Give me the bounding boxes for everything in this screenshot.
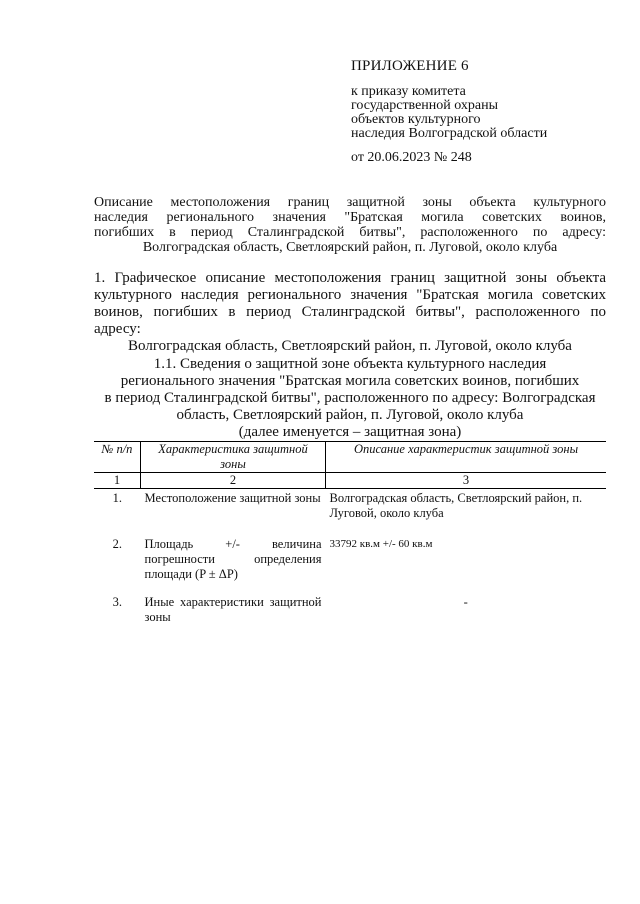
- heading-line: наследия регионального значения "Братская могила советских воинов,: [94, 210, 606, 225]
- row-description: -: [463, 595, 468, 609]
- table-row: [94, 535, 606, 593]
- approval-line: объектов культурного: [351, 112, 481, 127]
- approval-line: наследия Волгоградской области: [351, 126, 548, 141]
- subsection-line: (далее именуется – защитная зона): [238, 424, 462, 440]
- order-date: от 20.06.2023 № 248: [351, 150, 472, 165]
- document-heading: [94, 195, 606, 255]
- subsection-line: 1.1. Сведения о защитной зоне объекта культурного наследия: [153, 356, 547, 372]
- approval-block: [351, 85, 547, 141]
- heading-line: погибших в период Сталинградской битвы", расположенного по адресу:: [94, 225, 606, 240]
- section-line: воинов, погибших в период Сталинградской битвы", расположенного по адресу:: [94, 304, 606, 337]
- subsection-line: область, Светлоярский район, п. Луговой, около клуба: [176, 407, 524, 423]
- subsection-1-1: [94, 356, 606, 441]
- subsection-line: регионального значения "Братская могила советских воинов, погибших: [120, 373, 580, 389]
- section-line: 1. Графическое описание местоположения границ защитной зоны объекта: [94, 270, 606, 286]
- row-description: 33792 кв.м +/- 60 кв.м: [329, 538, 433, 550]
- header-num: № п/п: [94, 442, 141, 473]
- appendix-title: ПРИЛОЖЕНИЕ 6: [351, 58, 469, 74]
- heading-line: Волгоградская область, Светлоярский район, п. Луговой, около клуба: [142, 240, 558, 255]
- row-characteristic: Площадь +/- величина погрешности определения площади (P ± ΔP): [144, 537, 322, 581]
- approval-line: к приказу комитета: [351, 84, 466, 99]
- row-characteristic: Иные характеристики защитной зоны: [144, 595, 322, 624]
- section-line: культурного наследия регионального значения "Братская могила советских: [94, 287, 606, 303]
- header-description: Описание характеристик защитной зоны: [326, 442, 607, 473]
- section-line: Волгоградская область, Светлоярский район, п. Луговой, около клуба: [128, 338, 572, 354]
- protective-zone-table: [94, 441, 606, 635]
- header-characteristic: Характеристика защитной зоны: [141, 442, 326, 473]
- section-1: [94, 270, 606, 355]
- table-row: [94, 489, 606, 536]
- col-number: 3: [326, 473, 607, 489]
- table-row: [94, 593, 606, 635]
- approval-line: государственной охраны: [351, 98, 499, 113]
- row-characteristic: Местоположение защитной зоны: [144, 491, 321, 505]
- heading-line: Описание местоположения границ защитной зоны объекта культурного: [94, 195, 606, 210]
- col-number: 2: [141, 473, 326, 489]
- row-description: Волгоградская область, Светлоярский район, п. Луговой, около клуба: [329, 491, 583, 520]
- col-number: 1: [94, 473, 141, 489]
- row-num: 2.: [112, 537, 122, 551]
- row-num: 1.: [112, 491, 122, 505]
- subsection-line: в период Сталинградской битвы", расположенного по адресу: Волгоградская: [104, 390, 596, 406]
- row-num: 3.: [112, 595, 122, 609]
